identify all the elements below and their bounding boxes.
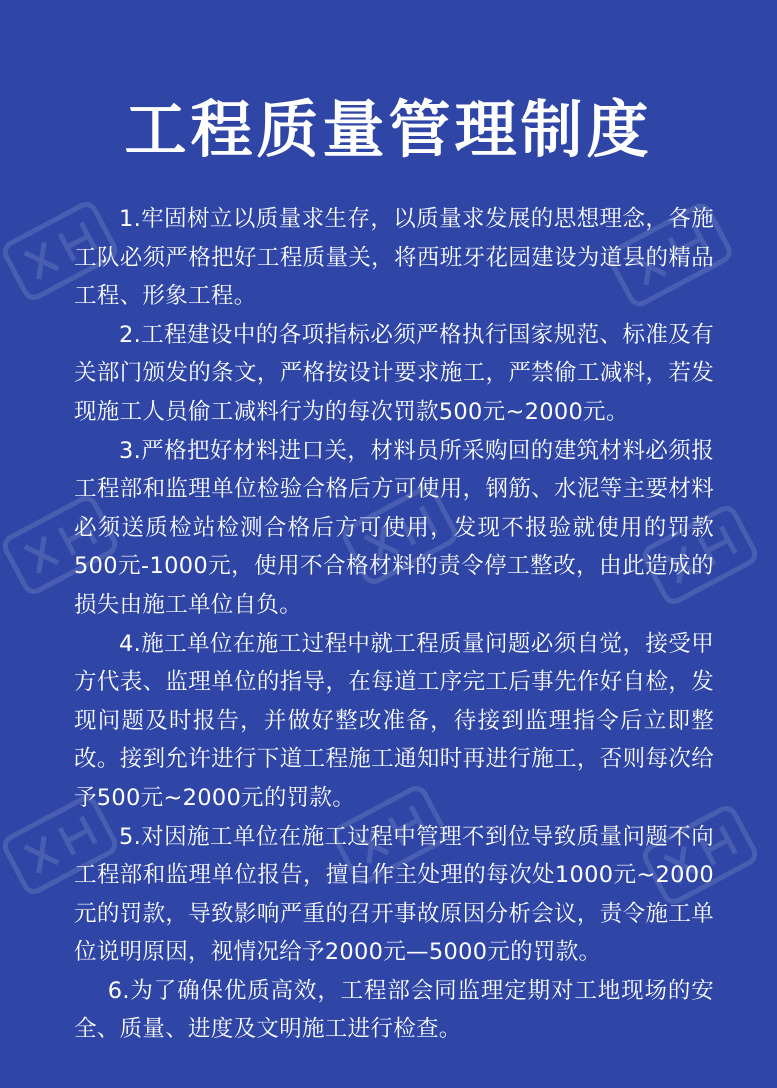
page-title: 工程质量管理制度 — [124, 93, 653, 166]
regulation-item-6: 6.为了确保优质高效，工程部会同监理定期对工地现场的安全、质量、进度及文明施工进行检查。 — [74, 977, 714, 1043]
regulation-item-2: 2.工程建设中的各项指标必须严格执行国家规范、标准及有关部门颁发的条文，严格按设计要求施工，严禁偷工减料，若发现施工人员偷工减料行为的每次罚款500元~2000元。 — [74, 321, 714, 425]
regulation-body — [74, 200, 714, 1049]
regulation-item-1: 1.牢固树立以质量求生存，以质量求发展的思想理念，各施工队必须严格把好工程质量关，将西班牙花园建设为道县的精品工程、形象工程。 — [74, 206, 714, 310]
regulation-item-3: 3.严格把好材料进口关，材料员所采购回的建筑材料必须报工程部和监理单位检验合格后方可使用，钢筋、水泥等主要材料必须送质检站检测合格后方可使用，发现不报验就使用的罚款500元-1000元，使用不合格材料的责令停工整改，由此造成的损失由施工单位自负。 — [74, 437, 714, 618]
regulation-item-4: 4.施工单位在施工过程中就工程质量问题必须自觉，接受甲方代表、监理单位的指导，在每道工序完工后事先作好自检，发现问题及时报告，并做好整改准备，待接到监理指令后立即整改。接到允许进行下道工程施工通知时再进行施工，否则每次给予500元~2000元的罚款。 — [74, 630, 714, 811]
regulation-item-5: 5.对因施工单位在施工过程中管理不到位导致质量问题不向工程部和监理单位报告，擅自作主处理的每次处1000元~2000元的罚款，导致影响严重的召开事故原因分析会议，责令施工单位说明原因，视情况给予2000元—5000元的罚款。 — [74, 823, 714, 966]
